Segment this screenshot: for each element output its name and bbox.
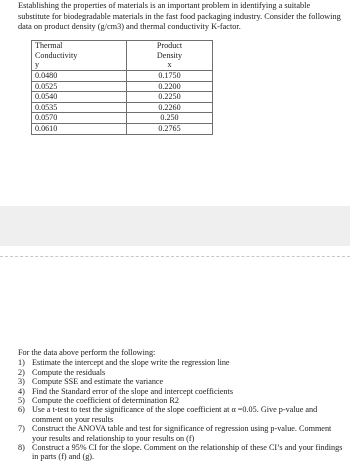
header-line: Thermal (35, 41, 63, 50)
data-table (31, 40, 213, 135)
task-list-lead: For the data above perform the following: (18, 348, 156, 357)
item-text: Construct the ANOVA table and test for significance of regression using p-value. Comment your results and relationship to your results on (f) (32, 424, 332, 443)
cell-x: 0.2250 (127, 92, 213, 103)
list-item (18, 443, 343, 462)
header-line: Density (156, 50, 183, 60)
cell-y: 0.0570 (32, 113, 127, 124)
table-row (32, 113, 213, 124)
item-number: 1) (18, 358, 25, 368)
header-line: Product (156, 41, 183, 50)
list-item (18, 387, 343, 396)
task-list-section (18, 348, 343, 462)
gray-separator-band (0, 206, 350, 246)
list-item (18, 377, 343, 386)
item-text: Compute the residuals (32, 367, 106, 377)
cell-y: 0.0480 (32, 71, 127, 82)
header-line: y (35, 60, 40, 70)
list-item (18, 424, 343, 443)
table-row (32, 71, 213, 82)
table-row (32, 92, 213, 103)
item-number: 4) (18, 386, 25, 396)
item-text: Construct a 95% CI for the slope. Comment on the relationship of these CI’s and your findings in parts (f) and (g). (32, 443, 343, 462)
header-line: Conductivity (35, 50, 78, 60)
item-text: Compute SSE and estimate the variance (32, 377, 164, 387)
item-number: 7) (18, 424, 25, 434)
header-thermal-conductivity (32, 41, 127, 71)
header-line: x (167, 60, 172, 70)
table-row (32, 102, 213, 113)
dashed-divider (0, 256, 350, 257)
cell-x: 0.250 (127, 113, 213, 124)
item-text: Estimate the intercept and the slope write the regression line (32, 358, 230, 368)
item-text: Compute the coefficient of determination R2 (32, 396, 179, 406)
table-row (32, 81, 213, 92)
item-number: 2) (18, 367, 25, 377)
item-number: 6) (18, 405, 25, 415)
list-item (18, 358, 343, 367)
header-product-density (127, 41, 213, 71)
cell-y: 0.0535 (32, 102, 127, 113)
table-header-row (32, 41, 213, 71)
cell-x: 0.2200 (127, 81, 213, 92)
item-number: 8) (18, 443, 25, 453)
cell-y: 0.0525 (32, 81, 127, 92)
item-number: 5) (18, 396, 25, 406)
cell-y: 0.0610 (32, 123, 127, 134)
list-item (18, 368, 343, 377)
item-text: Use a t-test to test the significance of the slope coefficient at α =0.05. Give p-value and comment on your results (32, 405, 318, 424)
table-row (32, 123, 213, 134)
cell-x: 0.2260 (127, 102, 213, 113)
cell-y: 0.0540 (32, 92, 127, 103)
intro-paragraph: Establishing the properties of materials is an important problem in identifying a suitable substitute for biodegradable materials in the fast food packaging industry. Consider the following data on product density (g/cm3) and thermal conductivity K-factor. (18, 1, 341, 32)
item-text: Find the Standard error of the slope and intercept coefficients (32, 386, 234, 396)
cell-x: 0.1750 (127, 71, 213, 82)
list-item (18, 396, 343, 405)
item-number: 3) (18, 377, 25, 387)
task-list (18, 358, 343, 461)
cell-x: 0.2765 (127, 123, 213, 134)
list-item (18, 405, 343, 424)
